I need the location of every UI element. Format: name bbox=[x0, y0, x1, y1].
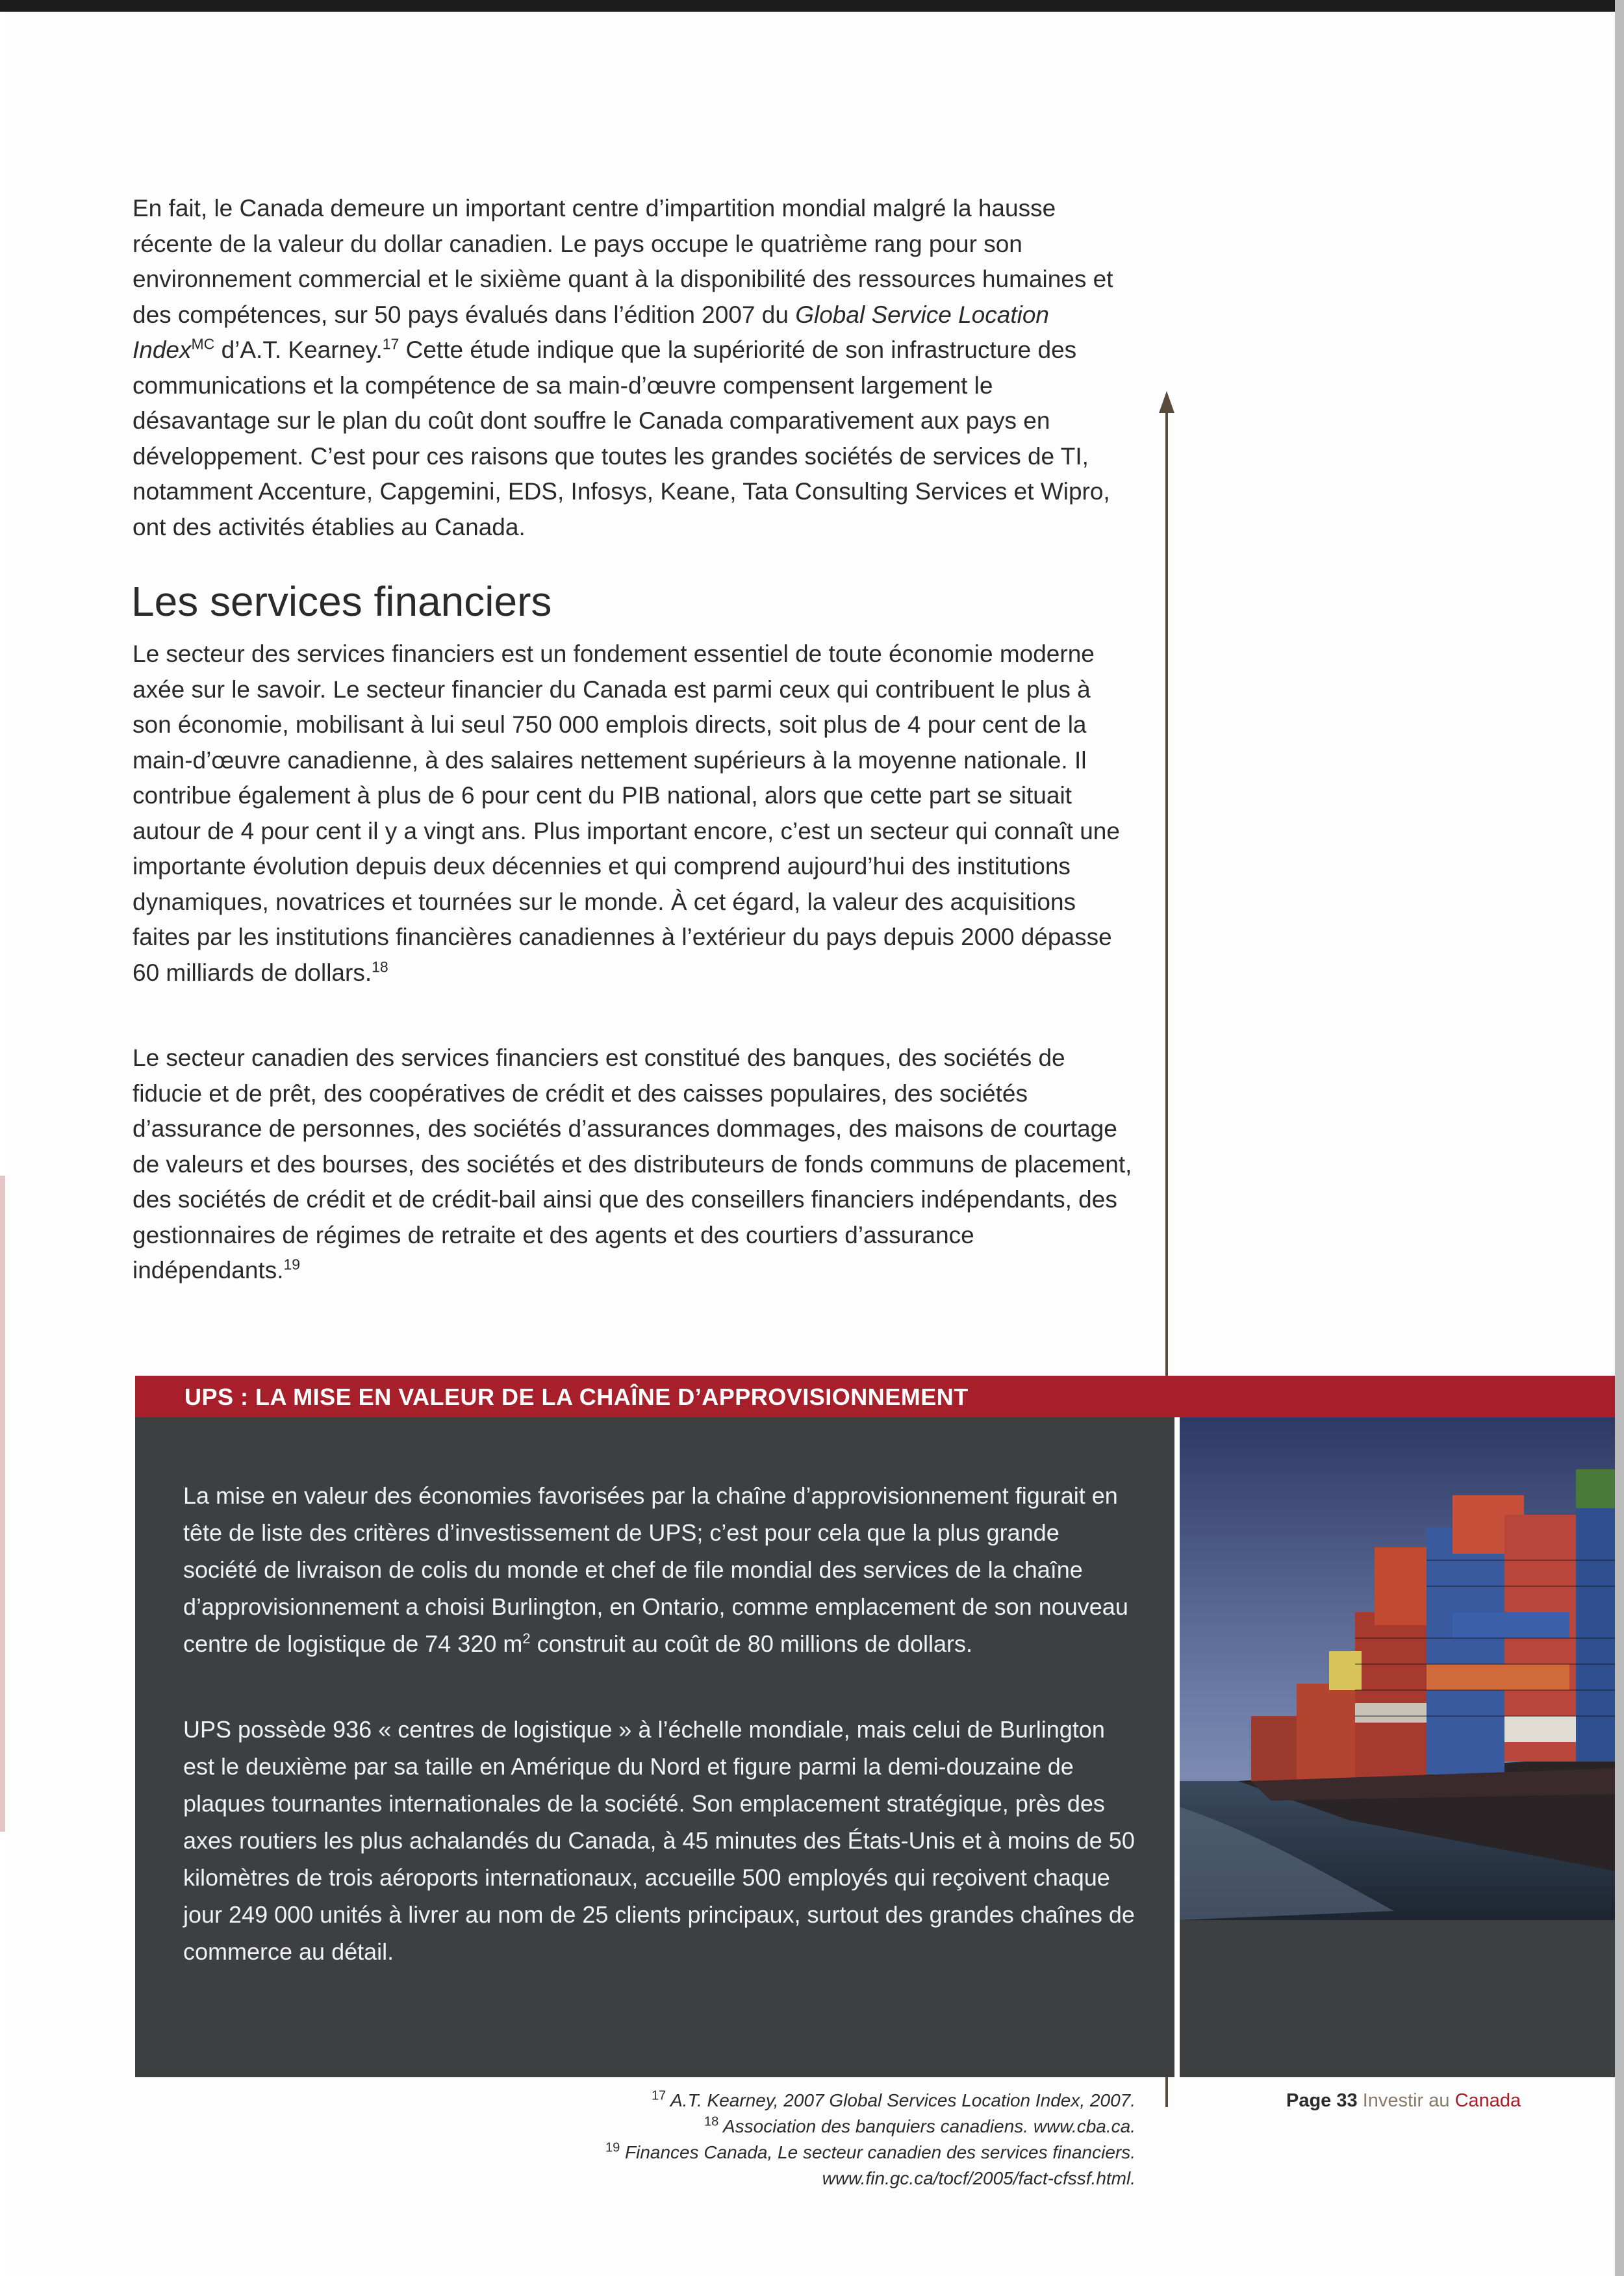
footnote-ref-19[interactable]: 19 bbox=[283, 1256, 301, 1273]
publication-title: Investir au bbox=[1362, 2090, 1450, 2111]
footnote-19: $^{19}$ Finances Canada, Le secteur canadien des services financiers. bbox=[605, 2140, 1136, 2162]
footnote-19-url[interactable]: www.fin.gc.ca/tocf/2005/fact-cfssf.html. bbox=[822, 2168, 1136, 2188]
sidebar-paragraph-1: La mise en valeur des économies favorisées par la chaîne d’approvisionnement figurait en tête de liste des critères d’investissement de UPS; c’est pour cela que la plus grande société de livraison de colis du monde et chef de file mondial des services de la chaîne d’approvisionnement a choisi Burlington, en Ontario, comme emplacement de son nouveau centre de logistique de 74 320 $m^2$ construit au coût de 80 millions de dollars. bbox=[183, 1482, 1128, 1657]
sidebar-paragraph-2: UPS possède 936 « centres de logistique » à l’échelle mondiale, mais celui de Burlington est le deuxième par sa taille en Amérique du Nord et figure parmi la demi-douzaine de plaques tournantes internationales de la société. Son emplacement stratégique, près des axes routiers les plus achalandés du Canada, à 45 minutes des États-Unis et à moins de 50 kilomètres de trois aéroports internationaux, accueille 500 employés qui reçoivent chaque jour 249 000 unités à livrer au nom de 25 clients principaux, surtout des grandes chaînes de commerce au détail. bbox=[183, 1716, 1135, 1965]
scan-border-right bbox=[1615, 0, 1624, 2276]
footnotes bbox=[460, 2088, 1136, 2192]
document-page bbox=[5, 12, 1615, 2276]
footnote-18: $^{18}$ Association des banquiers canadiens. www.cba.ca. bbox=[704, 2114, 1136, 2136]
sidebar-header bbox=[135, 1376, 1620, 1417]
intro-paragraph: En fait, le Canada demeure un important centre d’impartition mondial malgré la hausse récente de la valeur du dollar canadien. Le pays occupe le quatrième rang pour son environnement commercial et le sixième quant à la disponibilité des ressources humaines et des compétences, sur 50 pays évalués dans l’édition 2007 du Global Service Location Index$^{MC}$ d’A.T. Kearney.$^{17}$ Cette étude indique que la supériorité de son infrastructure des communications et la compétence de sa main-d’œuvre compensent largement le désavantage sur le plan du coût dont souffre le Canada comparativement aux pays en développement. C’est pour ces raisons que toutes les grandes sociétés de services de TI, notamment Accenture, Capgemini, EDS, Infosys, Keane, Tata Consulting Services et Wipro, ont des activités établies au Canada. bbox=[133, 195, 1113, 540]
footnote-ref-17[interactable]: 17 bbox=[382, 335, 400, 353]
publication-title-canada: Canada bbox=[1454, 2090, 1521, 2111]
financial-services-paragraph-1: Le secteur des services financiers est un fondement essentiel de toute économie moderne axée sur le savoir. Le secteur financier du Canada est parmi ceux qui contribuent le plus à son économie, mobilisant à lui seul 750 000 emplois directs, soit plus de 4 pour cent de la main-d’œuvre canadienne, à des salaires nettement supérieurs à la moyenne nationale. Il contribue également à plus de 6 pour cent du PIB national, alors que cette part se situait autour de 4 pour cent il y a vingt ans. Plus important encore, c’est un secteur qui connaît une importante évolution depuis deux décennies et qui comprend aujourd’hui des institutions dynamiques, novatrices et tournées sur le monde. À cet égard, la valeur des acquisitions faites par les institutions financières canadiennes à l’extérieur du pays depuis 2000 dépasse 60 milliards de dollars.$^{18}$ bbox=[133, 640, 1120, 986]
sidebar-title: UPS : LA MISE EN VALEUR DE LA CHAÎNE D’APPROVISIONNEMENT bbox=[184, 1384, 969, 1410]
financial-services-paragraph-2: Le secteur canadien des services financiers est constitué des banques, des sociétés de fiducie et de prêt, des coopératives de crédit et des caisses populaires, des sociétés d’assurance de personnes, des sociétés d’assurances dommages, des maisons de courtage de valeurs et des bourses, des sociétés et des distributeurs de fonds communs de placement, des sociétés de crédit et de crédit-bail ainsi que des conseillers financiers indépendants, des gestionnaires de régimes de retraite et des agents et des courtiers d’assurance indépendants.$^{19}$ bbox=[133, 1044, 1132, 1283]
scan-border-top bbox=[0, 0, 1624, 12]
photo-caption-strip bbox=[1180, 1920, 1620, 2077]
container-ship-photo bbox=[1180, 1417, 1620, 1920]
page-folio bbox=[1286, 2088, 1521, 2114]
footnote-17: $^{17}$ A.T. Kearney, 2007 Global Services Location Index, 2007. bbox=[651, 2088, 1136, 2110]
footnote-ref-18[interactable]: 18 bbox=[372, 958, 388, 976]
section-heading: Les services financiers bbox=[131, 578, 552, 625]
page-number: Page 33 bbox=[1286, 2090, 1358, 2111]
sidebar-box bbox=[135, 1417, 1174, 2077]
